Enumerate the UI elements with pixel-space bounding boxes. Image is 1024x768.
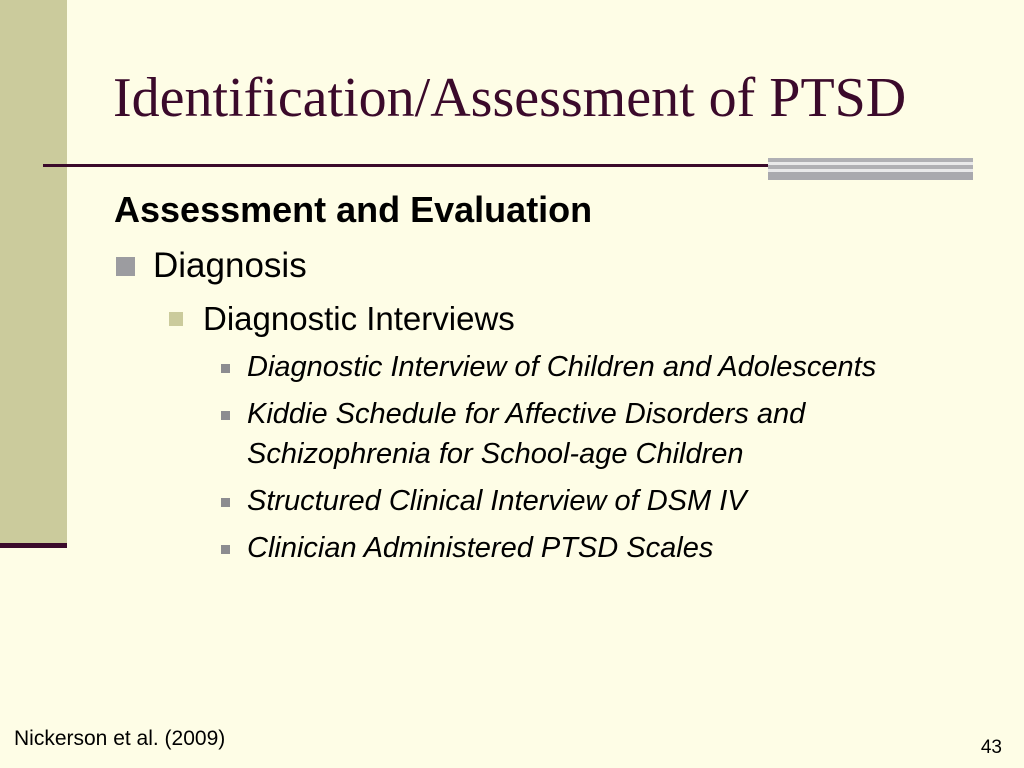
bullet-level2-text: Diagnostic Interviews	[203, 300, 515, 337]
list-item-text: Structured Clinical Interview of DSM IV	[247, 485, 747, 517]
gray-square-bullet-icon	[116, 257, 135, 276]
citation: Nickerson et al. (2009)	[14, 727, 226, 750]
list-item	[221, 394, 994, 474]
khaki-square-bullet-icon	[169, 312, 183, 326]
slide-content	[114, 188, 994, 575]
section-heading: Assessment and Evaluation	[114, 189, 593, 230]
left-band-rule	[0, 543, 67, 548]
bullet-level2	[169, 299, 994, 339]
list-item-text: Kiddie Schedule for Affective Disorders and Schizophrenia for School-age Children	[247, 398, 806, 470]
small-gray-square-bullet-icon	[221, 411, 230, 420]
bullet-level1	[114, 245, 994, 287]
list-item-text: Diagnostic Interview of Children and Adolescents	[247, 351, 877, 383]
interview-list	[221, 347, 994, 568]
small-gray-square-bullet-icon	[221, 545, 230, 554]
accent-bar	[768, 158, 973, 180]
list-item	[221, 481, 994, 521]
list-item-text: Clinician Administered PTSD Scales	[247, 532, 714, 564]
small-gray-square-bullet-icon	[221, 498, 230, 507]
small-gray-square-bullet-icon	[221, 364, 230, 373]
bullet-level1-text: Diagnosis	[153, 246, 307, 285]
page-number: 43	[980, 737, 1002, 758]
left-decorative-band	[0, 0, 67, 545]
slide-title: Identification/Assessment of PTSD	[113, 67, 907, 129]
list-item	[221, 528, 994, 568]
list-item	[221, 347, 994, 387]
